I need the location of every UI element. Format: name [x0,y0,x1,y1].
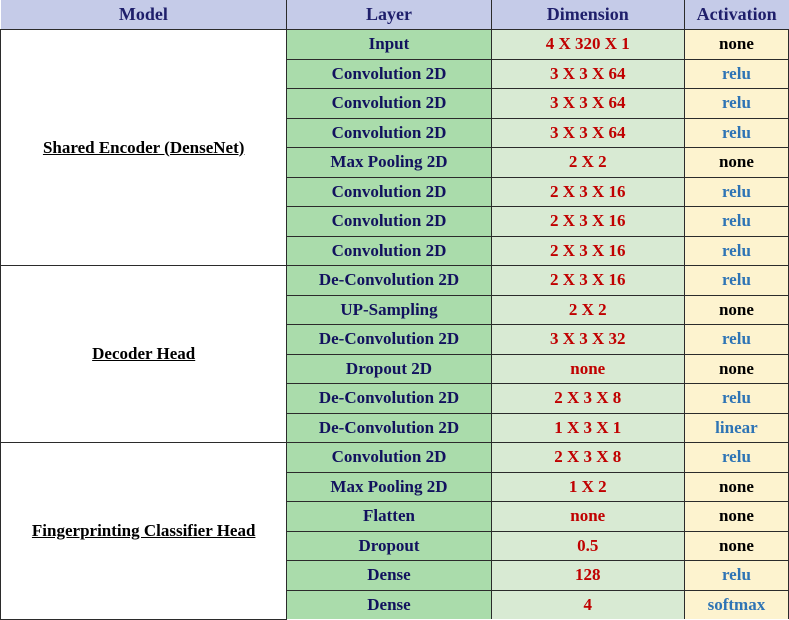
layer-cell: Dense [287,561,491,591]
dimension-cell: 1 X 3 X 1 [491,413,684,443]
activation-cell: relu [684,236,788,266]
layer-cell: De-Convolution 2D [287,384,491,414]
activation-cell: relu [684,443,788,473]
dimension-cell: none [491,354,684,384]
activation-cell: none [684,30,788,60]
layer-cell: Convolution 2D [287,177,491,207]
model-group-cell: Shared Encoder (DenseNet) [1,30,287,266]
dimension-cell: 1 X 2 [491,472,684,502]
layer-cell: Max Pooling 2D [287,472,491,502]
layer-cell: UP-Sampling [287,295,491,325]
layer-cell: Convolution 2D [287,59,491,89]
activation-cell: none [684,502,788,532]
dimension-cell: 128 [491,561,684,591]
dimension-cell: 2 X 3 X 16 [491,207,684,237]
table-row [1,266,789,296]
layer-cell: Max Pooling 2D [287,148,491,178]
layer-cell: De-Convolution 2D [287,266,491,296]
dimension-cell: none [491,502,684,532]
activation-cell: relu [684,266,788,296]
layer-cell: Convolution 2D [287,118,491,148]
dimension-cell: 3 X 3 X 64 [491,89,684,119]
activation-cell: relu [684,118,788,148]
dimension-cell: 2 X 2 [491,295,684,325]
dimension-cell: 2 X 3 X 8 [491,443,684,473]
column-header-activation: Activation [684,0,788,30]
layer-cell: Dense [287,590,491,619]
activation-cell: relu [684,59,788,89]
layer-cell: Convolution 2D [287,89,491,119]
dimension-cell: 4 [491,590,684,619]
dimension-cell: 3 X 3 X 64 [491,59,684,89]
dimension-cell: 3 X 3 X 64 [491,118,684,148]
dimension-cell: 2 X 2 [491,148,684,178]
layer-cell: Flatten [287,502,491,532]
table-row [1,30,789,60]
activation-cell: relu [684,325,788,355]
activation-cell: relu [684,561,788,591]
dimension-cell: 2 X 3 X 16 [491,236,684,266]
dimension-cell: 4 X 320 X 1 [491,30,684,60]
activation-cell: relu [684,177,788,207]
table-header-row [1,0,789,30]
activation-cell: none [684,295,788,325]
activation-cell: none [684,531,788,561]
activation-cell: relu [684,384,788,414]
dimension-cell: 2 X 3 X 16 [491,266,684,296]
activation-cell: softmax [684,590,788,619]
layer-cell: Dropout 2D [287,354,491,384]
column-header-model: Model [1,0,287,30]
layer-cell: Convolution 2D [287,207,491,237]
activation-cell: relu [684,207,788,237]
layer-cell: Convolution 2D [287,236,491,266]
layer-cell: De-Convolution 2D [287,413,491,443]
activation-cell: linear [684,413,788,443]
table-body [1,30,789,620]
layer-cell: Convolution 2D [287,443,491,473]
activation-cell: relu [684,89,788,119]
layer-cell: Dropout [287,531,491,561]
activation-cell: none [684,472,788,502]
activation-cell: none [684,148,788,178]
dimension-cell: 2 X 3 X 16 [491,177,684,207]
table-row [1,443,789,473]
dimension-cell: 0.5 [491,531,684,561]
layer-cell: Input [287,30,491,60]
dimension-cell: 3 X 3 X 32 [491,325,684,355]
model-group-cell: Decoder Head [1,266,287,443]
layer-cell: De-Convolution 2D [287,325,491,355]
column-header-dimension: Dimension [491,0,684,30]
dimension-cell: 2 X 3 X 8 [491,384,684,414]
column-header-layer: Layer [287,0,491,30]
model-group-cell: Fingerprinting Classifier Head [1,443,287,620]
activation-cell: none [684,354,788,384]
